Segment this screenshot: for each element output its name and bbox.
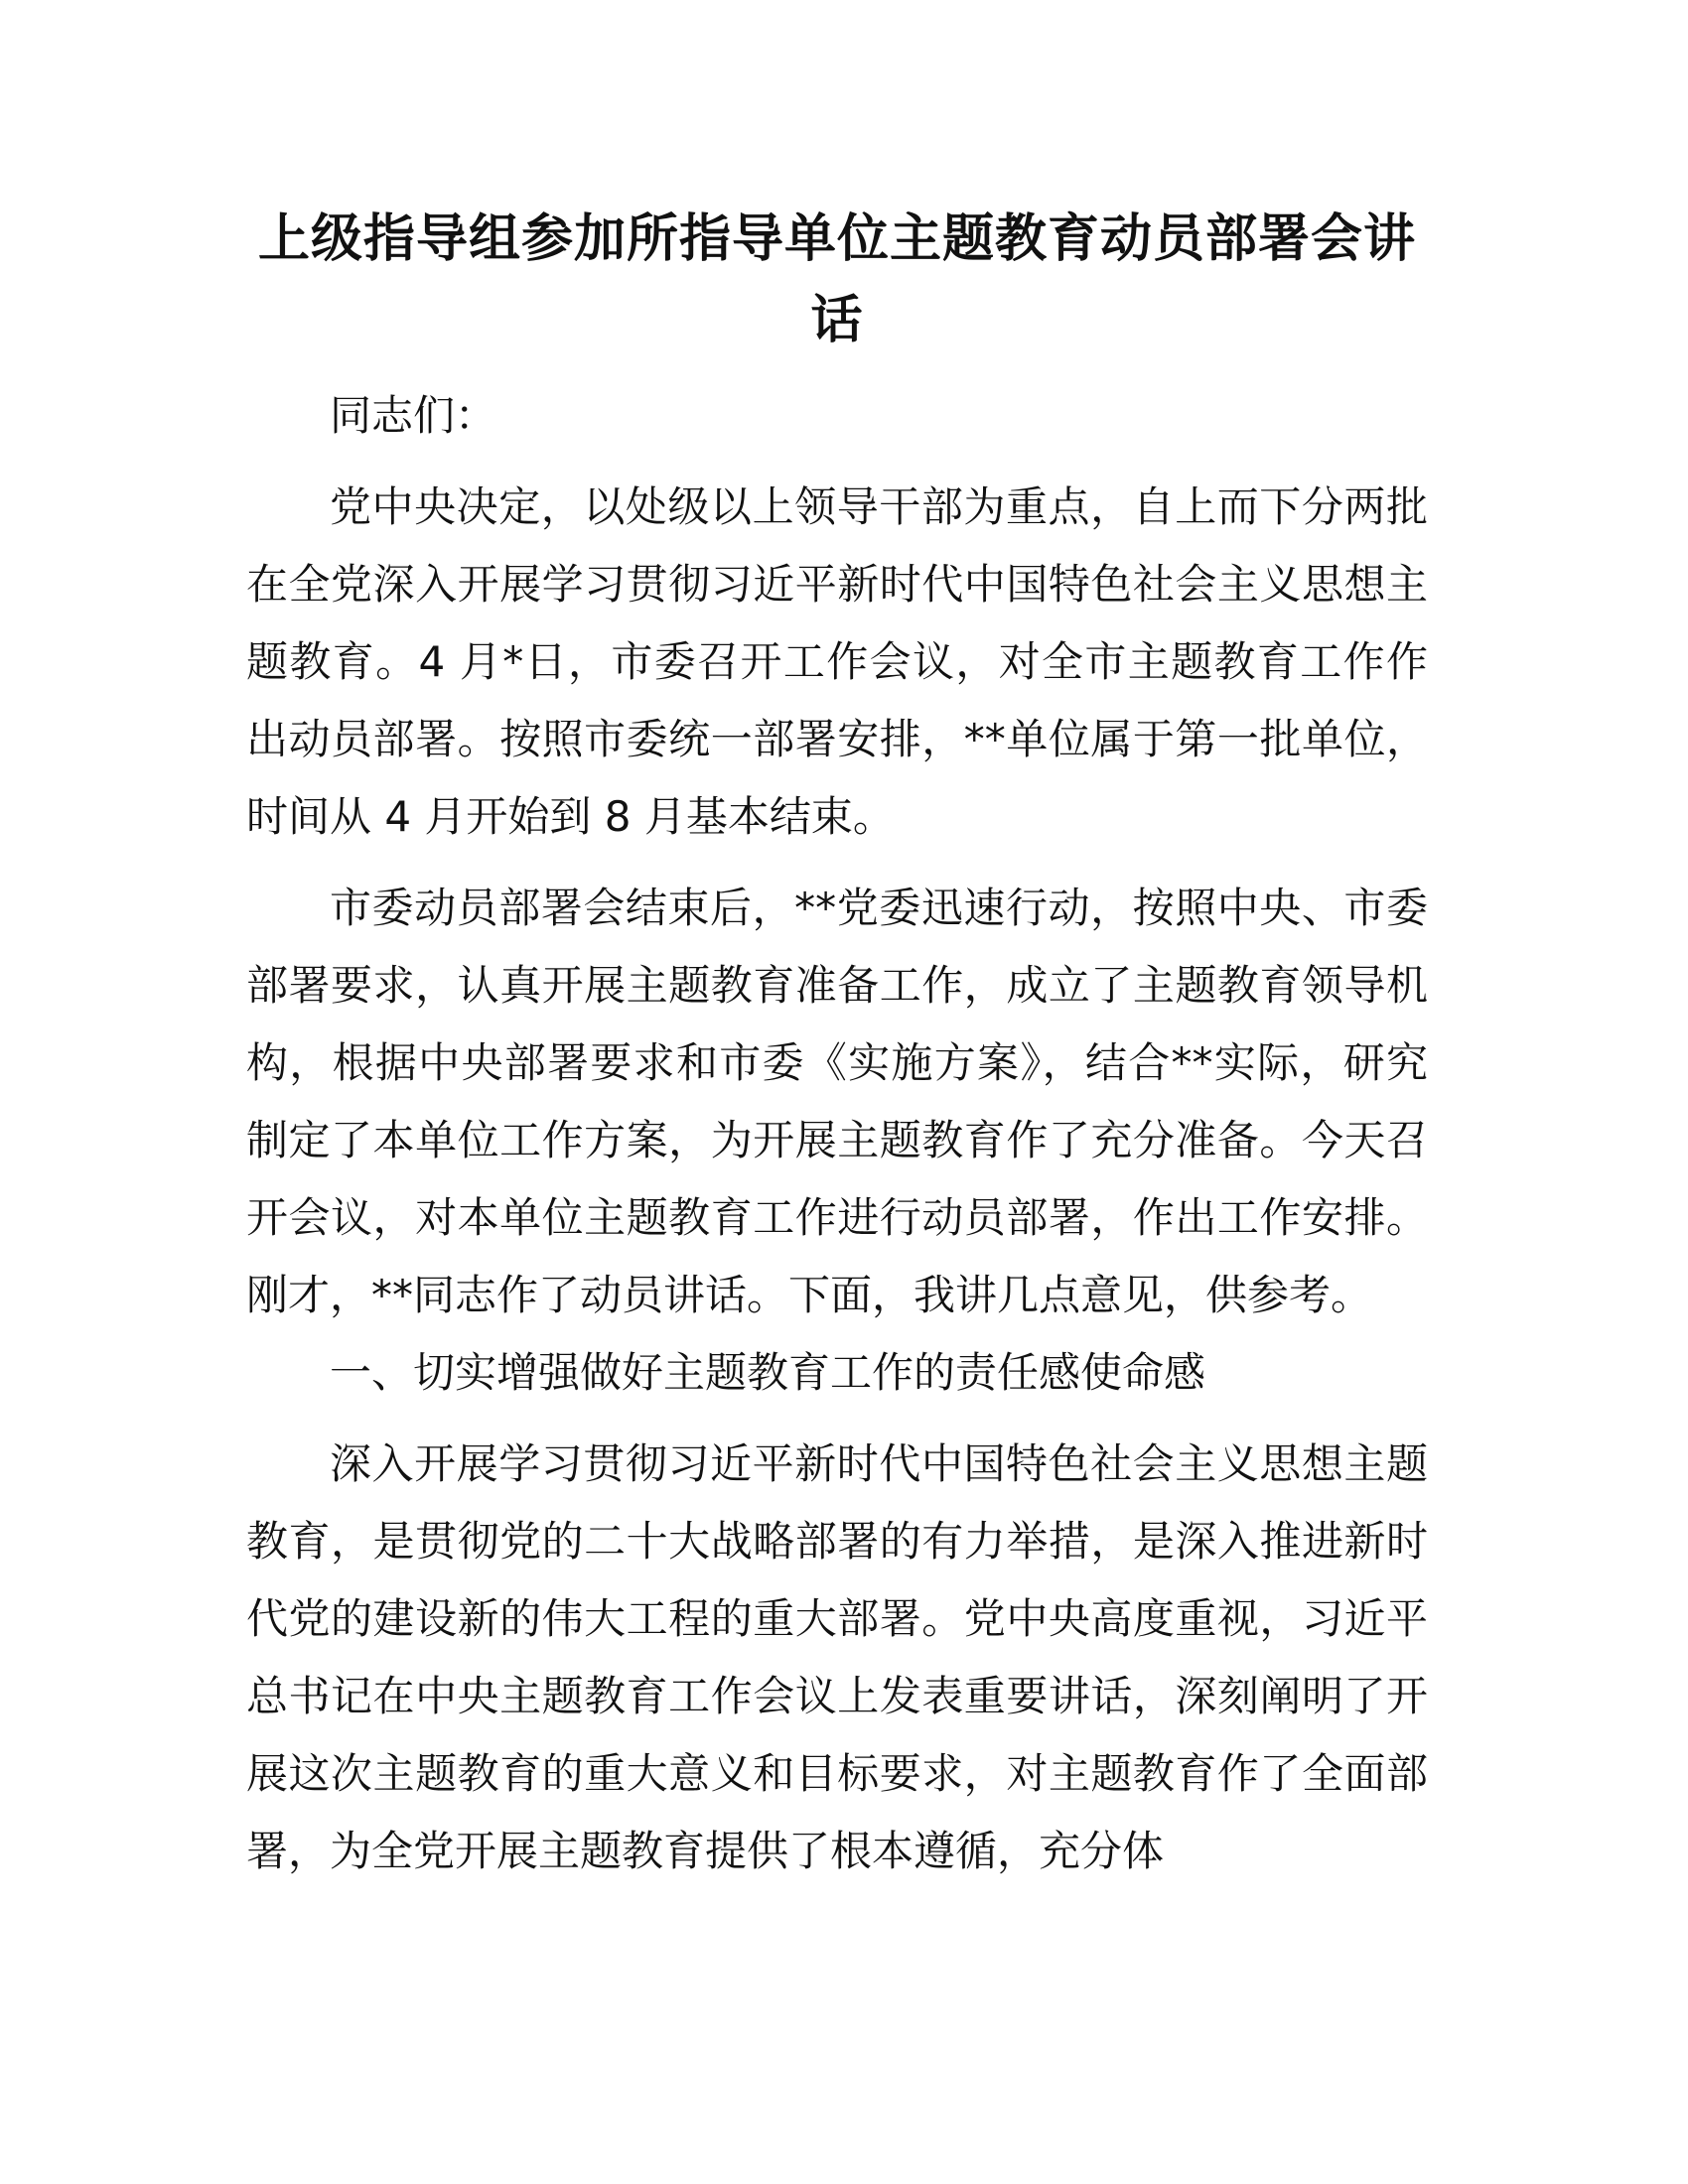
section-heading-1: 一、切实增强做好主题教育工作的责任感使命感 <box>330 1348 1206 1397</box>
paragraph-2: 市委动员部署会结束后，**党委迅速行动，按照中央、市委部署要求，认真开展主题教育准备工作，成立了主题教育领导机构，根据中央部署要求和市委《实施方案》，结合**实际，研究制定了本单位工作方案，为开展主题教育作了充分准备。今天召开会议，对本单位主题教育工作进行动员部署，作出工作安排。刚才，**同志作了动员讲话。下面，我讲几点意见，供参考。 <box>246 884 1428 1319</box>
document-body <box>246 199 1428 1890</box>
document-title: 上级指导组参加所指导单位主题教育动员部署会讲话 <box>257 209 1416 350</box>
paragraph-1: 党中央决定，以处级以上领导干部为重点，自上而下分两批在全党深入开展学习贯彻习近平新时代中国特色社会主义思想主题教育。4 月*日，市委召开工作会议，对全市主题教育工作作出动员部署。按照市委统一部署安排，**单位属于第一批单位，时间从 4 月开始到 8 月基本结束。 <box>246 482 1428 841</box>
section-1-paragraph: 深入开展学习贯彻习近平新时代中国特色社会主义思想主题教育，是贯彻党的二十大战略部署的有力举措，是深入推进新时代党的建设新的伟大工程的重大部署。党中央高度重视，习近平总书记在中央主题教育工作会议上发表重要讲话，深刻阐明了开展这次主题教育的重大意义和目标要求，对主题教育作了全面部署，为全党开展主题教育提供了根本遵循，充分体 <box>246 1439 1428 1875</box>
salutation: 同志们： <box>330 391 497 440</box>
